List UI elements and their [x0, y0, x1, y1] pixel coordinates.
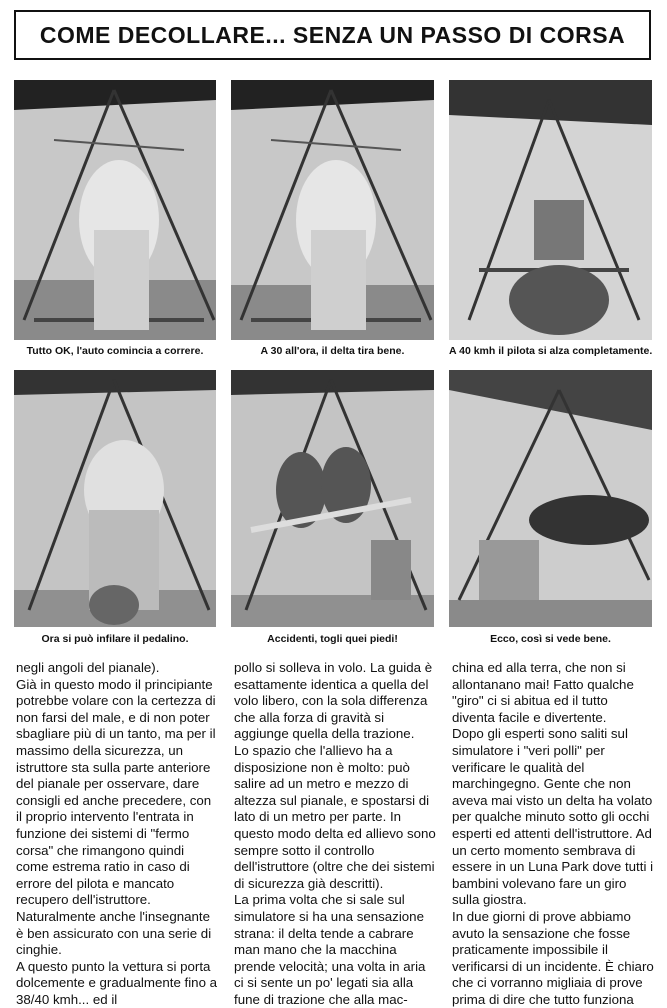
paragraph: pollo si solleva in volo. La guida è esattamente identica a quella del volo libero, con la sola differenza che alla forza di gravità si aggiunge quella della trazione. — [234, 660, 433, 742]
photo-4-image — [14, 370, 216, 627]
text-column-3 — [452, 660, 654, 1008]
caption-4: Ora si può infilare il pedalino. — [41, 633, 189, 645]
photo-5 — [231, 370, 434, 627]
text-column-2 — [234, 660, 436, 1008]
photo-4 — [14, 370, 216, 627]
paragraph: negli angoli del pianale). — [16, 660, 160, 675]
photo-6-image — [449, 370, 652, 627]
photo-6 — [449, 370, 652, 627]
photo-1 — [14, 80, 216, 340]
text-column-1 — [16, 660, 219, 1008]
paragraph: Già in questo modo il principiante potrebbe volare con la certezza di non farsi del male, e di non poter sbagliare più di un tanto, ma per il massimo della sicurezza, un istruttore sta sulla parte anteriore del pianale per osservare, dare consigli ed anche precedere, con il proprio intervento l'entrata in funzione dei sistemi di "fermo corsa" che rimangono quindi come estrema ratio in caso di errore del pilota e mancato recupero dell'istruttore. Naturalmente anche l'insegnante è ben assicurato con una serie di cinghie. — [16, 676, 216, 958]
article-title: COME DECOLLARE... SENZA UN PASSO DI CORSA — [39, 21, 626, 48]
title-box — [14, 10, 651, 60]
photo-1-image — [14, 80, 216, 340]
paragraph: china ed alla terra, che non si allontanano mai! Fatto qualche "giro" ci si abitua ed il tutto diventa facile e divertente. — [452, 660, 634, 725]
paragraph: In due giorni di prove abbiamo avuto la sensazione che fosse praticamente impossibile il verificarsi di un incidente. È chiaro che ci vorranno migliaia di prove prima di dire che tutto funziona — [452, 908, 654, 1007]
paragraph: La prima volta che si sale sul simulatore si ha una sensazione strana: il delta tende a cabrare man mano che la macchina prende velocità; una volta in aria ci si sente un po' legati sia alla fune di trazione che alla mac- — [234, 892, 426, 1007]
photo-5-image — [231, 370, 434, 627]
paragraph: A questo punto la vettura si porta dolcemente e gradualmente fino a 38/40 kmh... ed il — [16, 958, 218, 1007]
photo-3-image — [449, 80, 652, 340]
caption-5: Accidenti, togli quei piedi! — [267, 633, 398, 645]
caption-3: A 40 kmh il pilota si alza completamente. — [449, 345, 653, 357]
caption-6: Ecco, così si vede bene. — [490, 633, 611, 645]
photo-2-image — [231, 80, 434, 340]
caption-1: Tutto OK, l'auto comincia a correre. — [26, 345, 204, 357]
photo-3 — [449, 80, 652, 340]
paragraph: Lo spazio che l'allievo ha a disposizione non è molto: può salire ad un metro e mezzo di altezza sul pianale, e spostarsi di lato di un metro per parte. In questo modo delta ed allievo sono sempre sotto il controllo dell'istruttore (oltre che dei sistemi di sicurezza già descritti). — [234, 742, 436, 891]
paragraph: Dopo gli esperti sono saliti sul simulatore i "veri polli" per verificare le qualità del marchingegno. Gente che non aveva mai visto un delta ha volato per qualche minuto sotto gli occhi esperti ed attenti dell'istruttore. Ad un certo momento sembrava di essere in un Luna Park dove tutti i bambini volevano fare un giro sulla giostra. — [452, 726, 654, 908]
caption-2: A 30 all'ora, il delta tira bene. — [260, 345, 405, 357]
photo-2 — [231, 80, 434, 340]
